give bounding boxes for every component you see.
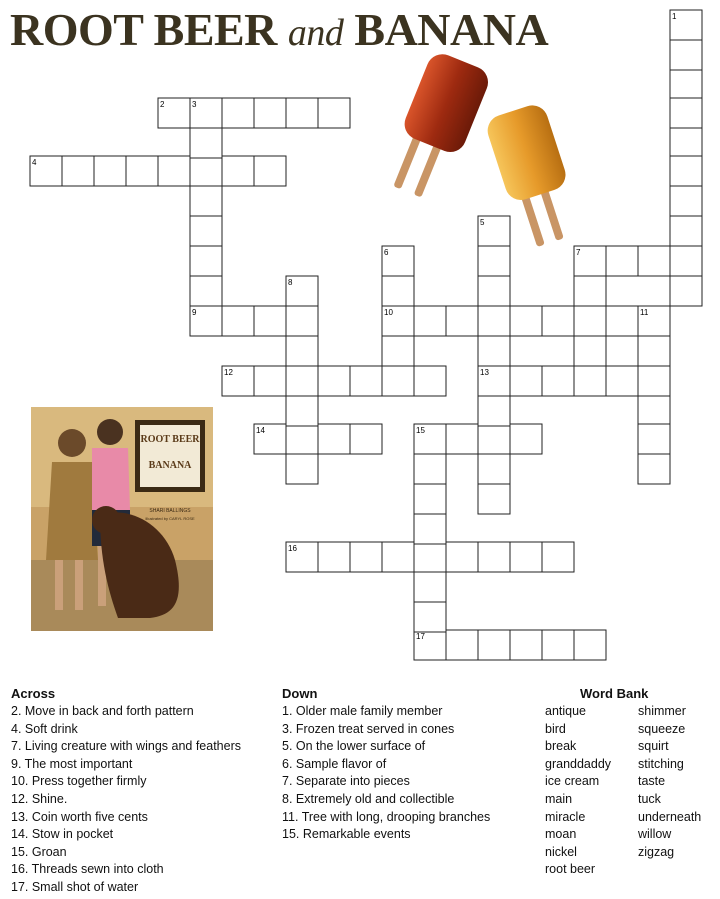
grid-cell[interactable] [670, 246, 702, 276]
clue-number: 15 [416, 426, 425, 435]
word-bank-column-1 [545, 703, 611, 879]
book-title-line2: BANANA [148, 460, 192, 471]
across-clue: 7. Living creature with wings and feathers [11, 739, 241, 754]
grid-cell[interactable] [126, 156, 158, 186]
grid-cell[interactable] [286, 396, 318, 426]
grid-cell[interactable] [670, 128, 702, 158]
grid-cell[interactable] [670, 276, 702, 306]
clue-number: 5 [480, 218, 485, 227]
grid-cell[interactable] [254, 98, 286, 128]
grid-cell[interactable] [478, 542, 510, 572]
grid-cell[interactable] [446, 306, 478, 336]
down-clue: 1. Older male family member [282, 704, 443, 718]
across-clue: 14. Stow in pocket [11, 827, 114, 842]
grid-cell[interactable] [574, 306, 606, 336]
grid-cell[interactable] [638, 336, 670, 366]
grid-cell[interactable] [542, 542, 574, 572]
grid-cell[interactable] [222, 98, 254, 128]
grid-cell[interactable] [286, 98, 318, 128]
grid-cell[interactable] [318, 424, 350, 454]
book-title-line1: ROOT BEER [140, 434, 200, 445]
clue-number: 4 [32, 158, 37, 167]
grid-cell[interactable] [286, 306, 318, 336]
across-clue: 16. Threads sewn into cloth [11, 862, 164, 877]
grid-cell[interactable] [670, 156, 702, 186]
down-clue: 11. Tree with long, drooping branches [282, 809, 491, 824]
book-illustrator: Illustrated by CARYL ROSE [145, 516, 195, 521]
grid-cell[interactable] [414, 366, 446, 396]
grid-cell[interactable] [286, 454, 318, 484]
across-clue: 4. Soft drink [11, 721, 78, 736]
clue-number: 8 [288, 278, 293, 287]
grid-cell[interactable] [414, 306, 446, 336]
grid-cell[interactable] [574, 630, 606, 660]
grid-cell[interactable] [382, 366, 414, 396]
grid-cell[interactable] [318, 542, 350, 572]
grid-cell[interactable] [190, 276, 222, 306]
grid-cell[interactable] [542, 306, 574, 336]
grid-cell[interactable] [510, 306, 542, 336]
word-bank-column-2 [638, 703, 701, 861]
grid-cell[interactable] [542, 630, 574, 660]
grid-cell[interactable] [222, 306, 254, 336]
grid-cell[interactable] [670, 216, 702, 246]
grid-cell[interactable] [414, 514, 446, 544]
grid-cell[interactable] [478, 454, 510, 484]
grid-cell[interactable] [254, 306, 286, 336]
down-clue: 15. Remarkable events [282, 827, 411, 842]
grid-cell[interactable] [670, 70, 702, 100]
grid-cell[interactable] [606, 246, 638, 276]
grid-cell[interactable] [350, 424, 382, 454]
grid-cell[interactable] [478, 276, 510, 306]
grid-cell[interactable] [414, 454, 446, 484]
down-clue: 3. Frozen treat served in cones [282, 721, 455, 736]
word-bank-word: nickel [545, 844, 577, 859]
book-author: SHARI BALLINGS [149, 508, 191, 514]
clue-number: 12 [224, 368, 233, 377]
grid-cell[interactable] [190, 216, 222, 246]
clue-number: 1 [672, 12, 677, 21]
clue-number: 9 [192, 308, 197, 317]
word-bank-word: tuck [638, 791, 661, 806]
grid-cell[interactable] [478, 246, 510, 276]
grid-cell[interactable] [478, 306, 510, 336]
grid-cell[interactable] [638, 366, 670, 396]
word-bank-word: taste [638, 774, 666, 789]
grid-cell[interactable] [190, 156, 222, 186]
grid-cell[interactable] [254, 156, 286, 186]
grid-cell[interactable] [478, 630, 510, 660]
word-bank-word: stitching [638, 756, 684, 771]
clue-number: 7 [576, 248, 581, 257]
word-bank-word: antique [545, 704, 587, 718]
grid-cell[interactable] [638, 454, 670, 484]
grid-cell[interactable] [574, 366, 606, 396]
clue-number: 10 [384, 308, 393, 317]
down-clue: 5. On the lower surface of [282, 739, 426, 754]
grid-cell[interactable] [222, 156, 254, 186]
grid-cell[interactable] [446, 424, 478, 454]
word-bank-word: ice cream [545, 774, 600, 789]
word-bank-word: main [545, 791, 573, 806]
down-clue: 6. Sample flavor of [282, 756, 387, 771]
grid-cell[interactable] [670, 98, 702, 128]
grid-cell[interactable] [158, 156, 190, 186]
word-bank-word: moan [545, 827, 577, 842]
clue-number: 14 [256, 426, 265, 435]
grid-cell[interactable] [286, 424, 318, 454]
word-bank-word: granddaddy [545, 756, 612, 771]
clue-number: 13 [480, 368, 489, 377]
grid-cell[interactable] [574, 276, 606, 306]
grid-cell[interactable] [318, 98, 350, 128]
clue-number: 16 [288, 544, 297, 553]
grid-cell[interactable] [638, 396, 670, 426]
grid-cell[interactable] [62, 156, 94, 186]
across-clue: 2. Move in back and forth pattern [11, 704, 194, 718]
clue-number: 3 [192, 100, 197, 109]
grid-cell[interactable] [286, 336, 318, 366]
word-bank-word: miracle [545, 809, 586, 824]
grid-cell[interactable] [510, 424, 542, 454]
page-title: ROOT BEER and BANANA [10, 4, 549, 55]
clue-number: 11 [640, 308, 649, 317]
grid-cell[interactable] [446, 630, 478, 660]
across-clue: 12. Shine. [11, 791, 68, 806]
down-heading: Down [282, 686, 318, 701]
grid-cell[interactable] [670, 40, 702, 70]
across-clue: 10. Press together firmly [11, 774, 147, 789]
across-clue: 17. Small shot of water [11, 879, 139, 894]
grid-cell[interactable] [382, 276, 414, 306]
clue-number: 17 [416, 632, 425, 641]
word-bank-word: bird [545, 721, 566, 736]
word-bank-word: root beer [545, 862, 596, 877]
grid-cell[interactable] [478, 424, 510, 454]
grid-cell[interactable] [94, 156, 126, 186]
grid-cell[interactable] [382, 336, 414, 366]
down-clue: 8. Extremely old and collectible [282, 791, 455, 806]
grid-cell[interactable] [190, 246, 222, 276]
grid-cell[interactable] [638, 246, 670, 276]
clue-number: 6 [384, 248, 389, 257]
clue-number: 2 [160, 100, 165, 109]
grid-cell[interactable] [190, 186, 222, 216]
grid-cell[interactable] [414, 572, 446, 602]
word-bank-word: break [545, 739, 577, 754]
word-bank-word: squeeze [638, 721, 686, 736]
grid-cell[interactable] [478, 484, 510, 514]
grid-cell[interactable] [542, 366, 574, 396]
across-clue: 9. The most important [11, 756, 133, 771]
word-bank-word: zigzag [638, 844, 675, 859]
grid-cell[interactable] [286, 366, 318, 396]
across-clues [11, 703, 241, 897]
grid-cell[interactable] [510, 366, 542, 396]
grid-cell[interactable] [446, 542, 478, 572]
grid-cell[interactable] [574, 336, 606, 366]
grid-cell[interactable] [478, 396, 510, 426]
word-bank-word: squirt [638, 739, 669, 754]
grid-cell[interactable] [606, 306, 638, 336]
down-clue: 7. Separate into pieces [282, 774, 410, 789]
grid-cell[interactable] [478, 336, 510, 366]
down-clues [282, 703, 490, 844]
grid-cell[interactable] [670, 186, 702, 216]
grid-cell[interactable] [510, 542, 542, 572]
grid-cell[interactable] [510, 630, 542, 660]
word-bank-word: shimmer [638, 704, 686, 718]
word-bank-word: underneath [638, 809, 702, 824]
word-bank-word: willow [638, 827, 672, 842]
grid-cell[interactable] [638, 424, 670, 454]
grid-cell[interactable] [350, 366, 382, 396]
across-clue: 13. Coin worth five cents [11, 809, 148, 824]
word-bank-heading: Word Bank [580, 686, 649, 701]
grid-cell[interactable] [606, 366, 638, 396]
grid-cell[interactable] [414, 484, 446, 514]
grid-cell[interactable] [190, 128, 222, 158]
book-cover-image [31, 407, 213, 631]
grid-cell[interactable] [414, 542, 446, 572]
grid-cell[interactable] [414, 602, 446, 632]
grid-cell[interactable] [254, 366, 286, 396]
grid-cell[interactable] [382, 542, 414, 572]
across-heading: Across [11, 686, 56, 701]
across-clue: 15. Groan [11, 844, 67, 859]
grid-cell[interactable] [318, 366, 350, 396]
grid-cell[interactable] [350, 542, 382, 572]
